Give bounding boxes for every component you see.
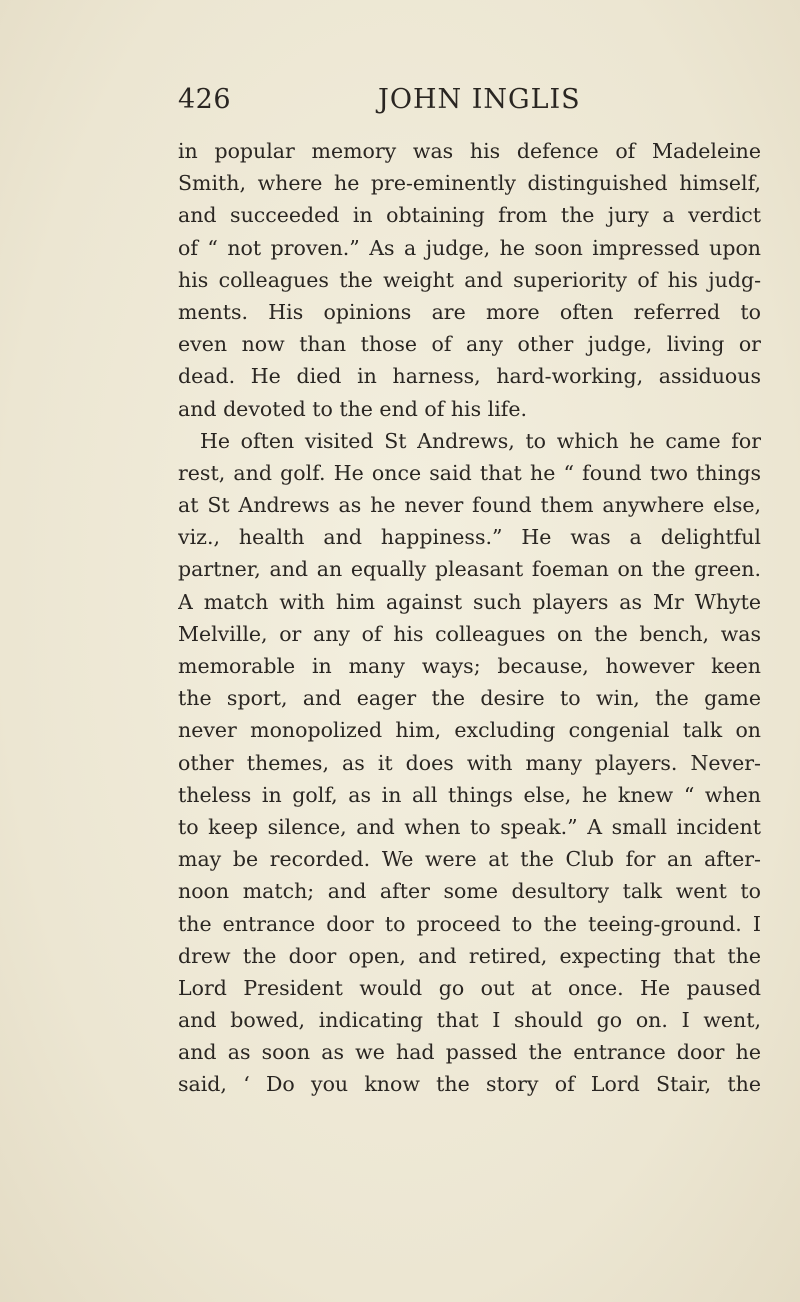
text-line: other themes, as it does with many players. Never- bbox=[178, 750, 761, 775]
text-line: and bowed, indicating that I should go on. I went, bbox=[178, 1008, 761, 1033]
text-line: his colleagues the weight and superiority of his judg- bbox=[178, 267, 761, 292]
text-line: the entrance door to proceed to the teeing-ground. I bbox=[178, 911, 761, 936]
text-line: Melville, or any of his colleagues on the bench, was bbox=[178, 621, 761, 646]
text-line: drew the door open, and retired, expecting that the bbox=[178, 943, 761, 968]
text-line: even now than those of any other judge, living or bbox=[178, 332, 761, 357]
text-line: at St Andrews as he never found them anywhere else, bbox=[178, 493, 761, 518]
text-line: and succeeded in obtaining from the jury a verdict bbox=[178, 203, 761, 228]
paragraph-start-line: He often visited St Andrews, to which he came for bbox=[200, 428, 761, 453]
paragraph-end-line: and devoted to the end of his life. bbox=[178, 396, 528, 421]
body-text bbox=[178, 135, 761, 1101]
text-line: dead. He died in harness, hard-working, assiduous bbox=[178, 364, 761, 389]
text-line: to keep silence, and when to speak.” A small incident bbox=[178, 814, 761, 839]
text-line: said, ‘ Do you know the story of Lord Stair, the bbox=[178, 1072, 761, 1097]
text-line: in popular memory was his defence of Madeleine bbox=[178, 139, 761, 163]
page-header bbox=[178, 84, 761, 124]
text-line: of “ not proven.” As a judge, he soon impressed upon bbox=[178, 235, 761, 260]
text-line: viz., health and happiness.” He was a delightful bbox=[178, 525, 761, 550]
text-line: may be recorded. We were at the Club for an after- bbox=[178, 847, 761, 872]
text-line: ments. His opinions are more often referred to bbox=[178, 299, 761, 324]
text-line: A match with him against such players as Mr Whyte bbox=[178, 589, 761, 614]
page-number: 426 bbox=[178, 84, 232, 115]
text-line: and as soon as we had passed the entrance door he bbox=[178, 1040, 761, 1065]
text-line: the sport, and eager the desire to win, the game bbox=[178, 686, 761, 711]
text-line: theless in golf, as in all things else, he knew “ when bbox=[178, 782, 761, 807]
text-line: noon match; and after some desultory talk went to bbox=[178, 879, 761, 904]
text-line: never monopolized him, excluding congenial talk on bbox=[178, 718, 761, 743]
text-line: memorable in many ways; because, however keen bbox=[178, 654, 761, 678]
text-line: partner, and an equally pleasant foeman on the green. bbox=[178, 557, 761, 582]
text-line: Smith, where he pre-eminently distinguished himself, bbox=[178, 171, 761, 196]
running-head: JOHN INGLIS bbox=[378, 84, 581, 115]
text-line: rest, and golf. He once said that he “ found two things bbox=[178, 460, 761, 485]
text-line: Lord President would go out at once. He paused bbox=[178, 975, 761, 1000]
